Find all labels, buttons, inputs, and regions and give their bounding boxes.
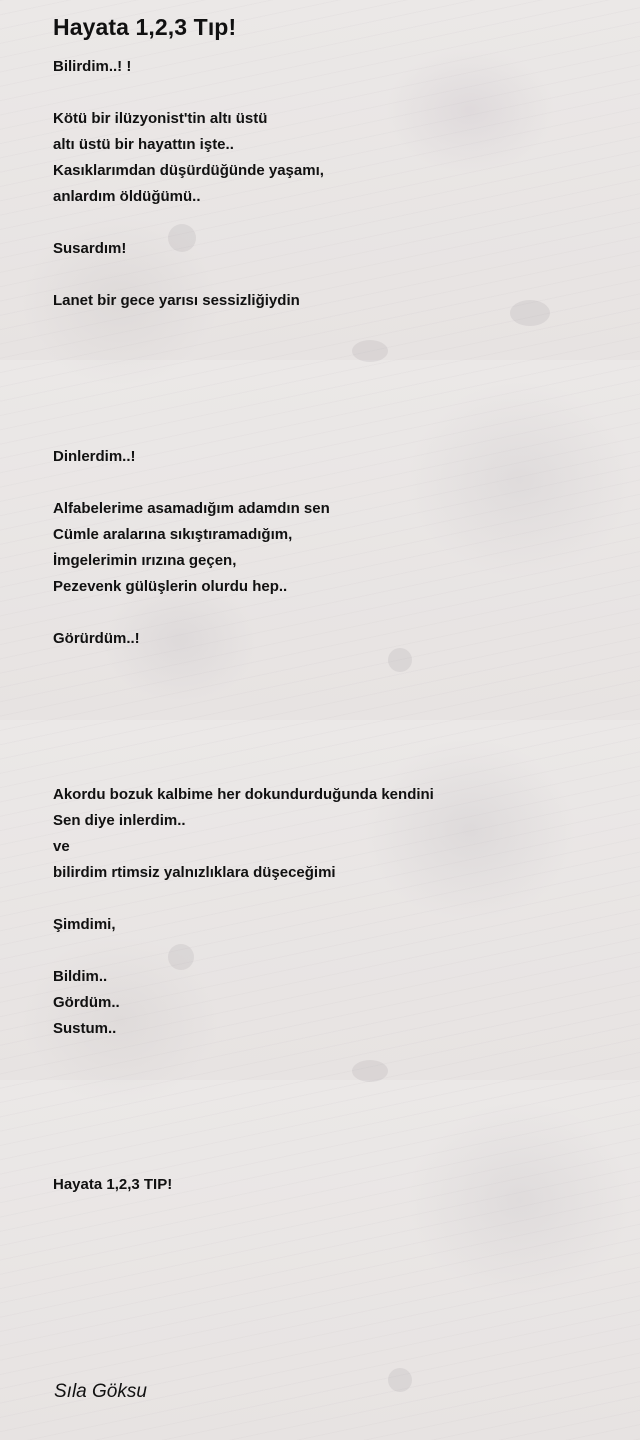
blank-line [53,652,613,678]
blank-line [53,1042,613,1068]
blank-line [53,1146,613,1172]
blank-line [53,262,613,288]
poem-line: Susardım! [53,240,127,257]
poem-line: ve [53,838,70,855]
poem-line: Sustum.. [53,1020,117,1037]
poem-line: Sen diye inlerdim.. [53,812,186,829]
poem-line: Lanet bir gece yarısı sessizliğiydin [53,292,300,309]
poem-line: Gördüm.. [53,994,120,1011]
blank-line [53,1094,613,1120]
poem-line: Cümle aralarına sıkıştıramadığım, [53,526,293,543]
blank-line [53,678,613,704]
blank-line [53,938,613,964]
poem-author: Sıla Göksu [54,1381,147,1402]
blank-line [53,80,613,106]
blank-line [53,470,613,496]
poem-line: Hayata 1,2,3 TIP! [53,1176,173,1193]
poem-line: Görürdüm..! [53,630,140,647]
blank-line [53,886,613,912]
poem-line: bilirdim rtimsiz yalnızlıklara düşeceğimi [53,864,336,881]
blank-line [53,730,613,756]
poem-line: Kasıklarımdan düşürdüğünde yaşamı, [53,162,324,179]
blank-line [53,366,613,392]
poem-line: altı üstü bir hayattın işte.. [53,136,234,153]
poem-line: Şimdimi, [53,916,116,933]
blank-line [53,600,613,626]
blank-line [53,1120,613,1146]
poem [53,10,613,1198]
poem-line: Bildim.. [53,968,108,985]
ink-blot [388,1368,412,1392]
poem-line: Dinlerdim..! [53,448,136,465]
poem-line: Kötü bir ilüzyonist'tin altı üstü [53,110,268,127]
poem-line: Akordu bozuk kalbime her dokundurduğunda kendini [53,786,434,803]
blank-line [53,314,613,340]
poem-line: İmgelerimin ırızına geçen, [53,552,237,569]
poem-line: Bilirdim..! ! [53,58,132,75]
poem-line: anlardım öldüğümü.. [53,188,201,205]
blank-line [53,756,613,782]
blank-line [53,340,613,366]
blank-line [53,704,613,730]
blank-line [53,210,613,236]
poem-line: Pezevenk gülüşlerin olurdu hep.. [53,578,288,595]
blank-line [53,392,613,418]
poem-line: Alfabelerime asamadığım adamdın sen [53,500,330,517]
blank-line [53,418,613,444]
poem-title: Hayata 1,2,3 Tıp! [53,14,237,40]
blank-line [53,1068,613,1094]
poem-body [53,54,613,1198]
